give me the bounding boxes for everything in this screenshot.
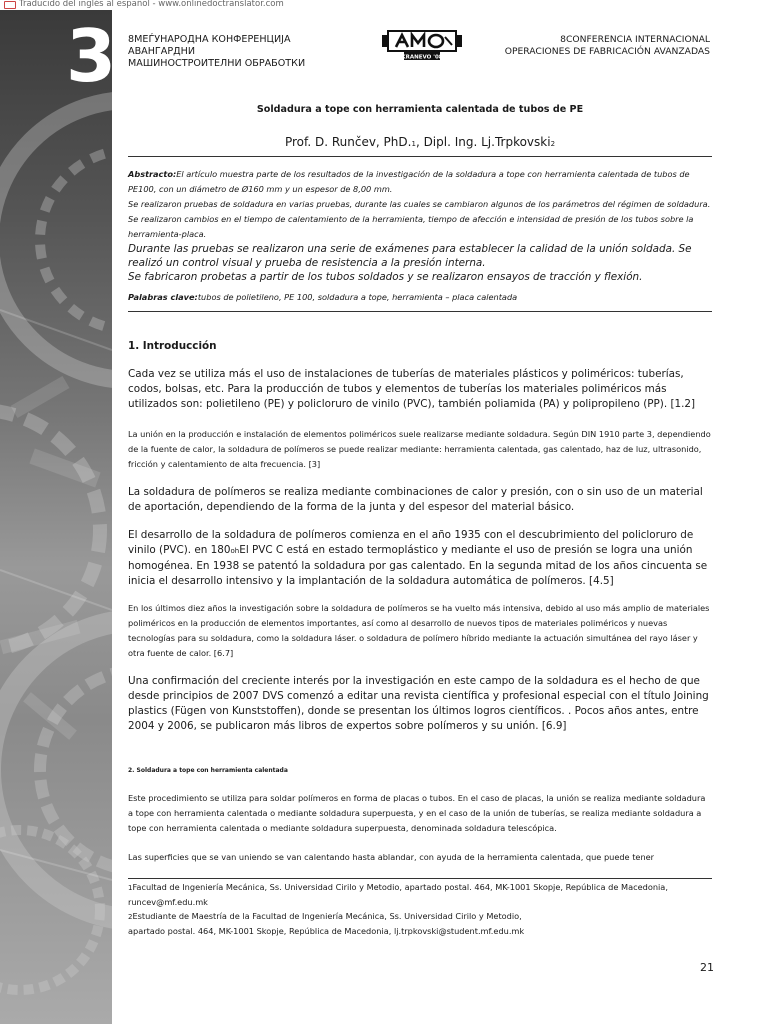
divider xyxy=(128,311,712,312)
body-paragraph: La unión en la producción e instalación de elementos poliméricos suele realizarse mediante soldadura. Según DIN 1910 parte 3, dependiendo de la fuente de calor, la soldadura de polímeros se puede realizar mediante: herramienta calentada, gas calentado, haz de luz, ultrasonido, fricción y calentamiento de alta frecuencia. [3] xyxy=(128,429,711,469)
superscript: oh xyxy=(230,547,240,555)
header-right-line2: OPERACIONES DE FABRICACIÓN AVANZADAS xyxy=(504,46,710,57)
abstract-p4: Se fabricaron probetas a partir de los tubos soldados y se realizaron ensayos de tracción y flexión. xyxy=(128,271,643,283)
header-right-line1: 8CONFERENCIA INTERNACIONAL xyxy=(560,34,710,45)
body-paragraph: Este procedimiento se utiliza para soldar polímeros en forma de placas o tubos. En el caso de placas, la unión se realiza mediante soldadura a tope con herramienta calentada o mediante soldadura superpuesta, y en el caso de la unión de tuberías, se realiza mediante soldadura a tope con herramienta calentada o mediante soldadura superpuesta, denominada soldadura telescópica. xyxy=(128,793,706,833)
section-heading: 2. Soldadura a tope con herramienta calentada xyxy=(128,767,288,774)
gear-pattern-graphic xyxy=(0,10,115,1024)
abstract-label: Abstracto: xyxy=(128,169,177,179)
body-paragraph: Una confirmación del creciente interés por la investigación en este campo de la soldadura es el hecho de que desde principios de 2007 DVS comenzó a editar una revista científica y profesional especial con el título Joining plastics (Fügen von Kunststoffen), donde se presentan los últimos logros científicos. . Pocos años antes, entre 2004 y 2006, se publicaron más libros de expertos sobre polímeros y su unión. [6.9] xyxy=(128,675,709,732)
divider xyxy=(128,156,712,157)
header-right xyxy=(490,34,710,58)
body-paragraph: En los últimos diez años la investigación sobre la soldadura de polímeros se ha vuelto más intensiva, debido al uso más amplio de materiales poliméricos en la producción de elementos importantes, así como al desarrollo de nuevos tipos de materiales poliméricos y nuevas tecnologías para su soldadura, como la soldadura láser. o soldadura de polímero híbrido mediante la actuación simultánea del rayo láser y otra fuente de calor. [6.7] xyxy=(128,603,710,658)
paper-title: Soldadura a tope con herramienta calentada de tubos de PE xyxy=(256,104,584,115)
footnote-text: Facultad de Ingeniería Mecánica, Ss. Universidad Cirilo y Metodio, apartado postal. 464, MK-1001 Skopje, República de Macedonia, xyxy=(132,882,668,892)
keywords-text: tubos de polietileno, PE 100, soldadura a tope, herramienta – placa calentada xyxy=(197,292,518,302)
header-left xyxy=(128,34,358,70)
body-paragraph xyxy=(128,528,712,589)
conference-number: 3 xyxy=(66,14,115,98)
author-1: Prof. D. Runčev, PhD. xyxy=(284,135,412,149)
keywords xyxy=(128,292,712,302)
abstract-p3: Durante las pruebas se realizaron una serie de exámenes para establecer la calidad de la unión soldada. Se realizó un control visual y prueba de resistencia a la presión interna. xyxy=(128,243,692,269)
footnote-email[interactable]: runcev@mf.edu.mk xyxy=(128,897,208,907)
body-paragraph: Las superficies que se van uniendo se van calentando hasta ablandar, con ayuda de la herramienta calentada, que puede tener xyxy=(128,852,655,862)
author-2: , Dipl. Ing. Lj.Trpkovski xyxy=(415,135,551,149)
abstract-p2: Se realizaron pruebas de soldadura en varias pruebas, durante las cuales se cambiaron algunos de los parámetros del régimen de soldadura. Se realizaron cambios en el tiempo de calentamiento de la herramienta, tiempo de afección e intensidad de presión de los tubos sobre la herramienta-placa. xyxy=(128,199,711,239)
header-left-line1: 8МЕЃУНАРОДНА КОНФЕРЕНЦИЈА АВАНГАРДНИ xyxy=(128,34,291,57)
footnote-text: Estudiante de Maestría de la Facultad de Ingeniería Mecánica, Ss. Universidad Cirilo y Metodio, xyxy=(132,911,522,921)
abstract-p1-text: El artículo muestra parte de los resultados de la investigación de la soldadura a tope con herramienta calentada de tubos de PE100, con un diámetro de Ø160 mm y un espesor de 8,00 mm. xyxy=(128,169,690,194)
page-number: 21 xyxy=(700,961,714,974)
abstract xyxy=(128,167,712,284)
footnote-email[interactable]: apartado postal. 464, MK-1001 Skopje, República de Macedonia, lj.trpkovski@student.mf.edu.mk xyxy=(128,926,525,936)
translate-icon xyxy=(4,1,16,9)
conference-logo xyxy=(382,29,462,61)
logo-caption: KRANEVO '08 xyxy=(401,54,443,61)
footnote-2 xyxy=(128,909,712,938)
translator-banner[interactable] xyxy=(0,0,768,10)
footnote-divider xyxy=(128,878,712,879)
header-left-line2: МАШИНОСТРОИТЕЛНИ ОБРАБОТКИ xyxy=(128,58,306,69)
decorative-gear-band xyxy=(0,10,115,1024)
keywords-label: Palabras clave: xyxy=(128,292,198,302)
translator-banner-text[interactable]: Traducido del inglés al español - www.onlinedoctranslator.com xyxy=(19,0,284,9)
paper-authors xyxy=(128,135,712,149)
author-2-mark: 2 xyxy=(550,140,556,148)
body-text: El PVC C está en estado termoplástico y mediante el uso de presión se logra una unión homogénea. En 1938 se patentó la soldadura por gas calentado. En la segunda mitad de los años cincuenta se inicia el desarrollo intensivo y la implantación de la soldadura automática de polímeros. [4.5] xyxy=(128,544,708,587)
author-1-mark: 1 xyxy=(411,140,416,148)
footnote-1 xyxy=(128,880,712,909)
footnote-mark: 2 xyxy=(128,913,133,921)
body-paragraph: Cada vez se utiliza más el uso de instalaciones de tuberías de materiales plásticos y poliméricos: tuberías, codos, bolsas, etc. Para la producción de tubos y elementos de tuberías los materiales poliméricos más utilizados son: polietileno (PE) y policloruro de vinilo (PVC), también poliamida (PA) y polipropileno (PP). [1.2] xyxy=(128,368,696,410)
footnote-mark: 1 xyxy=(128,884,133,892)
body-paragraph: La soldadura de polímeros se realiza mediante combinaciones de calor y presión, con o sin uso de un material de aportación, dependiendo de la forma de la junta y del espesor del material básico. xyxy=(128,486,703,513)
section-heading: 1. Introducción xyxy=(128,340,217,352)
body-text: El desarrollo de la soldadura de polímeros comienza en el año 1935 con el descubrimiento del policloruro de vinilo (PVC). en 180 xyxy=(128,529,694,556)
abstract-p1 xyxy=(128,167,712,197)
